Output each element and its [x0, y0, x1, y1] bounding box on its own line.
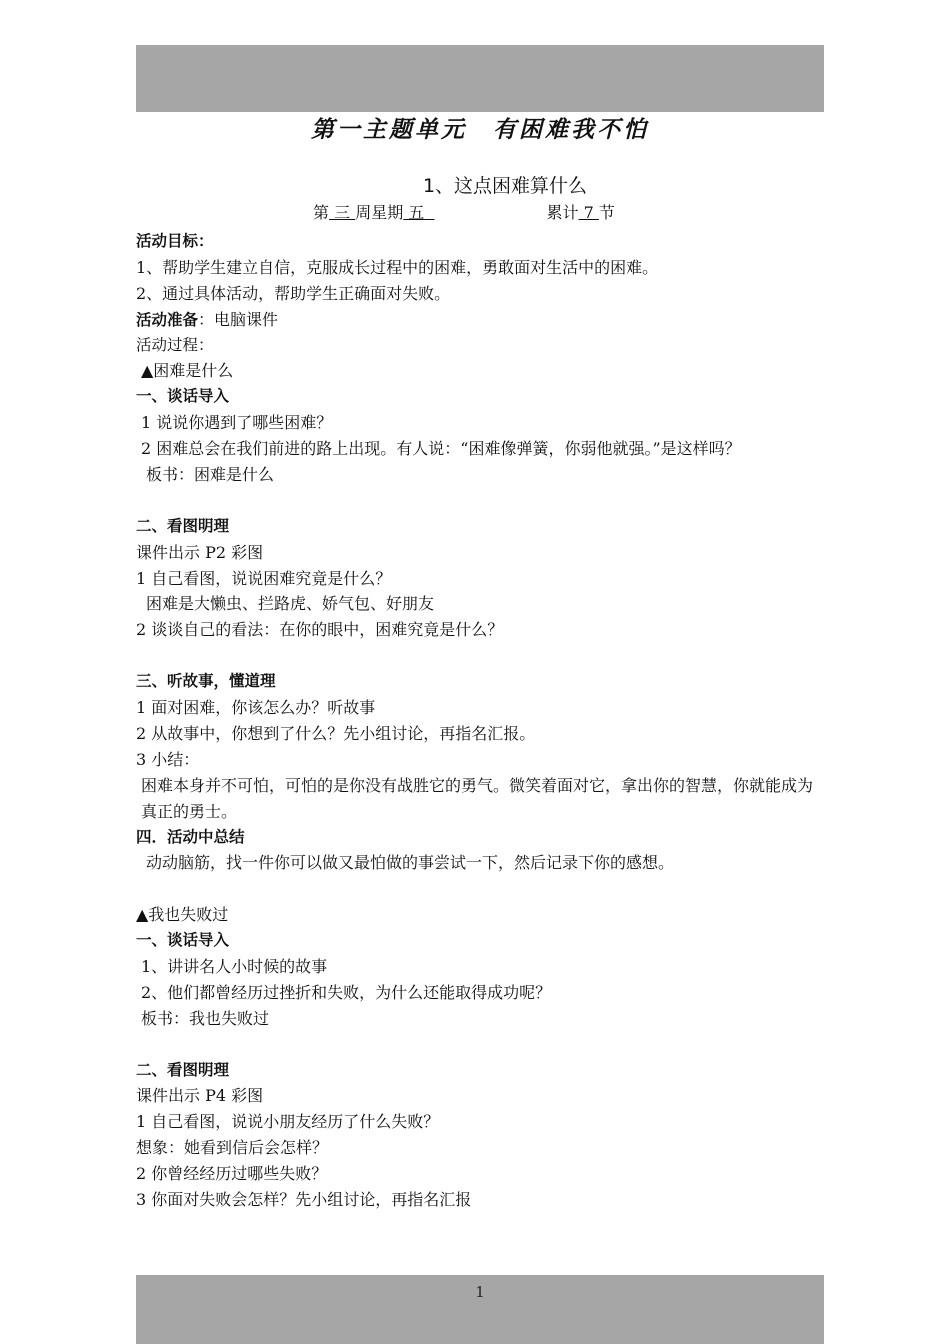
list-item: 想象：她看到信后会怎样？	[136, 1138, 329, 1158]
section-marker: ▲困难是什么	[141, 361, 234, 381]
spacer	[136, 876, 826, 902]
list-item: 1、讲讲名人小时候的故事	[141, 956, 328, 976]
board-note: 板书：我也失败过	[141, 1008, 270, 1028]
prep-line	[136, 307, 826, 333]
section-heading: 二、看图明理	[136, 516, 230, 535]
list-item: 2、他们都曾经历过挫折和失败，为什么还能取得成功呢？	[141, 982, 552, 1002]
document-body	[136, 229, 826, 1213]
section-heading: 二、看图明理	[136, 1060, 230, 1079]
list-item: 2 谈谈自己的看法：在你的眼中，困难究竟是什么？	[136, 620, 504, 640]
header-bar	[136, 45, 824, 112]
list-item: 3 你面对失败会怎样？先小组讨论，再指名汇报	[136, 1190, 472, 1209]
list-item: 课件出示 P2 彩图	[136, 542, 264, 562]
spacer	[136, 488, 826, 514]
list-item: 1 说说你遇到了哪些困难？	[141, 413, 333, 433]
goals-label: 活动目标：	[136, 232, 214, 250]
day-value: 五	[403, 203, 435, 222]
list-item: 困难是大懒虫、拦路虎、娇气包、好朋友	[146, 594, 435, 614]
section-marker: ▲我也失败过	[136, 905, 229, 925]
prep-label: 活动准备	[136, 310, 199, 329]
goal-item: 2、通过具体活动，帮助学生正确面对失败。	[136, 283, 451, 303]
total-value: 7	[578, 203, 599, 222]
section-heading: 一、谈话导入	[136, 387, 230, 406]
section-heading: 一、谈话导入	[136, 931, 230, 950]
week-prefix: 第	[313, 203, 330, 222]
week-suffix: 周星期	[355, 203, 404, 222]
section-heading: 三、听故事，懂道理	[136, 672, 276, 691]
list-item: 动动脑筋，找一件你可以做又最怕做的事尝试一下，然后记录下你的感想。	[146, 853, 675, 873]
summary-paragraph: 困难本身并不可怕，可怕的是你没有战胜它的勇气。微笑着面对它，拿出你的智慧，你就能成为真正的勇士。	[141, 775, 814, 821]
list-item: 3 小结：	[136, 749, 200, 769]
page-number: 1	[475, 1283, 485, 1301]
lesson-title: 1、这点困难算什么	[422, 175, 588, 197]
spacer	[136, 1032, 826, 1058]
board-note: 板书：困难是什么	[146, 465, 275, 485]
section-heading: 四．活动中总结	[136, 827, 245, 846]
list-item: 1 自己看图，说说小朋友经历了什么失败？	[136, 1112, 440, 1132]
list-item: 1 自己看图，说说困难究竟是什么？	[136, 568, 392, 588]
list-item: 2 从故事中，你想到了什么？先小组讨论，再指名汇报。	[136, 723, 536, 743]
list-item: 2 你曾经经历过哪些失败？	[136, 1164, 328, 1184]
total-prefix: 累计	[546, 203, 579, 222]
unit-title: 第一主题单元 有困难我不怕	[311, 116, 649, 143]
list-item: 课件出示 P4 彩图	[136, 1086, 264, 1106]
process-label: 活动过程：	[136, 335, 214, 354]
schedule-line	[313, 201, 693, 225]
week-value: 三	[329, 203, 356, 222]
spacer	[136, 643, 826, 669]
goal-item: 1、帮助学生建立自信，克服成长过程中的困难，勇敢面对生活中的困难。	[136, 257, 659, 277]
total-suffix: 节	[598, 203, 615, 222]
prep-value: ：电脑课件	[198, 309, 279, 329]
list-item: 1 面对困难，你该怎么办？听故事	[136, 698, 376, 718]
list-item: 2 困难总会在我们前进的路上出现。有人说：“困难像弹簧，你弱他就强。”是这样吗？	[141, 439, 741, 459]
